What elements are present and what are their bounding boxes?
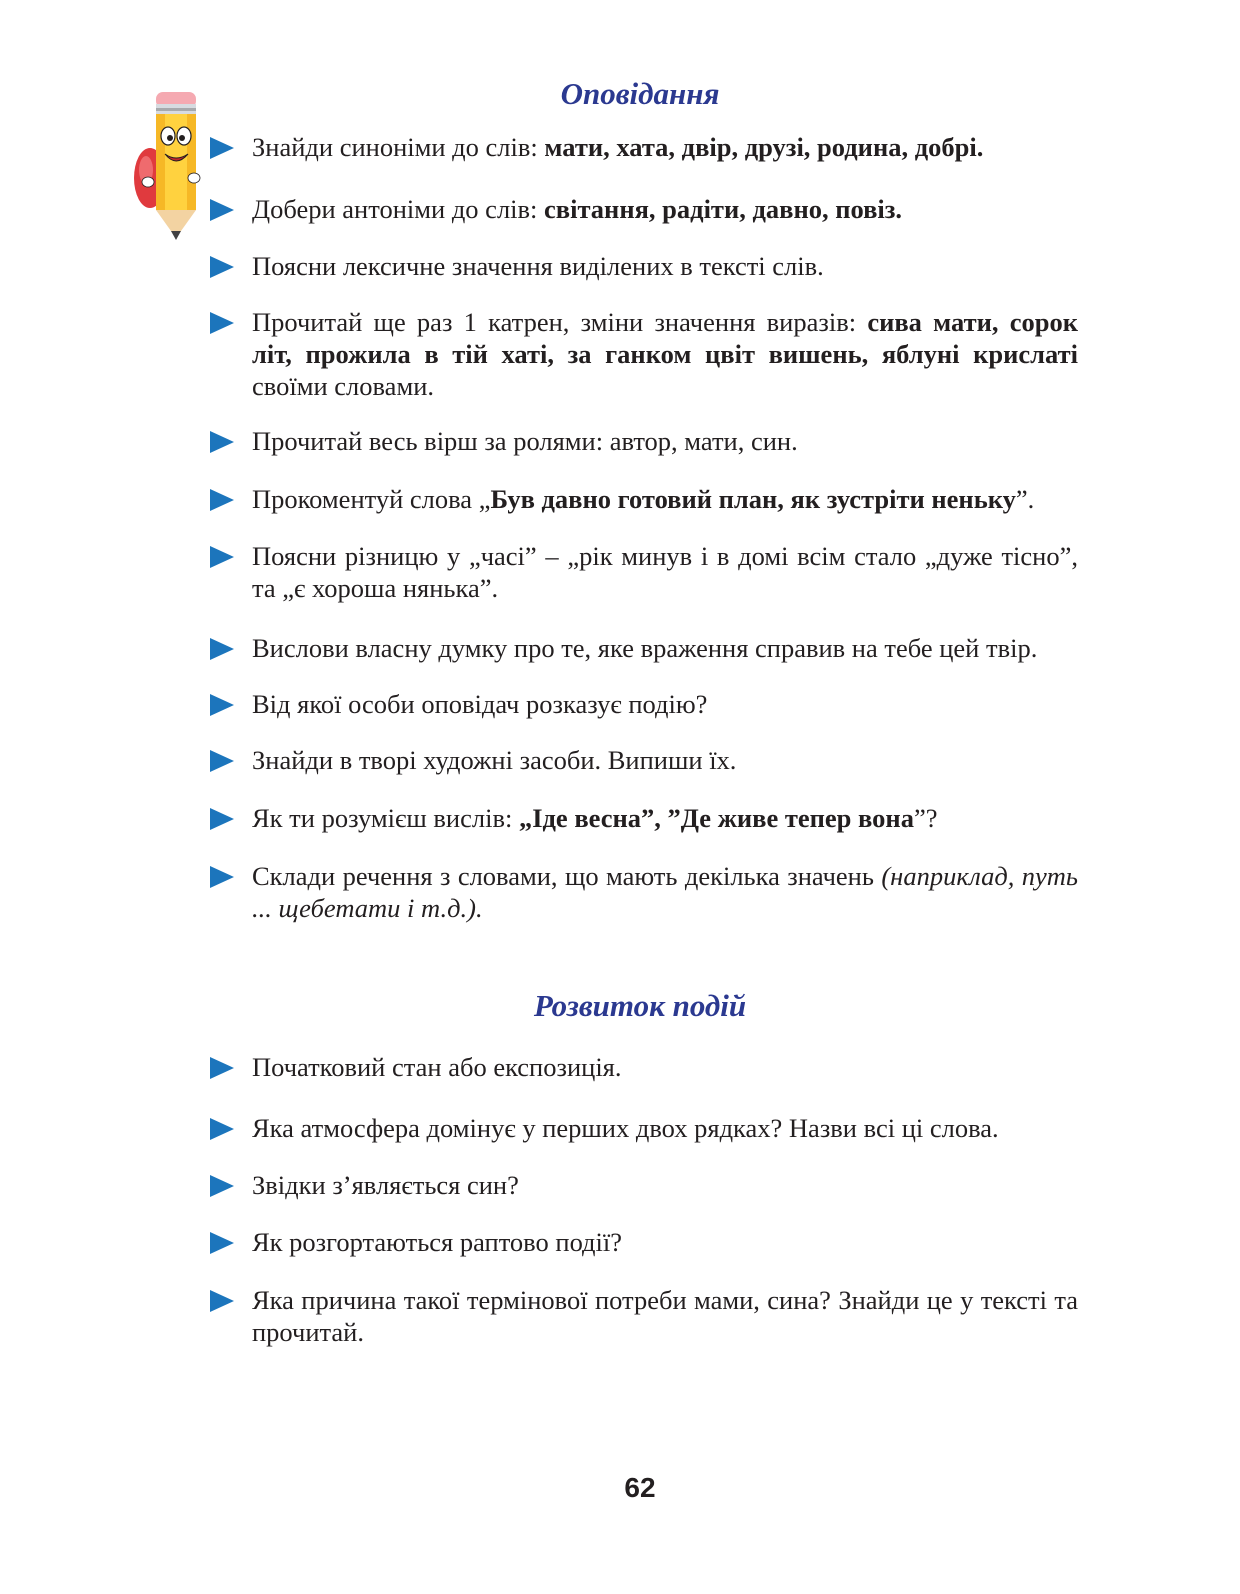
list-item-text: (наприклад, путь ... щебетати і т.д.). <box>252 861 1078 923</box>
triangle-bullet-icon <box>210 199 234 221</box>
list-item-text: Звідки з’являється син? <box>252 1170 519 1200</box>
list-item-text: мати, хата, двір, друзі, родина, добрі. <box>544 132 984 162</box>
triangle-bullet-icon <box>210 1175 234 1197</box>
list-item <box>252 425 1078 457</box>
list-item <box>252 131 1078 163</box>
list-item-text: світання, радіти, давно, повіз. <box>544 194 903 224</box>
list-item-text: Був давно готовий план, як зустріти неньку <box>490 484 1016 514</box>
list-item-text: Яка атмосфера домінує у перших двох рядках? Назви всі ці слова. <box>252 1113 999 1143</box>
list-item-text: Як ти розумієш вислів: <box>252 803 519 833</box>
list-item-text: Прочитай весь вірш за ролями: автор, мати, син. <box>252 426 798 456</box>
list-item-text: ”. <box>1015 484 1035 514</box>
list-item-text: ”? <box>913 803 938 833</box>
list-item <box>252 860 1078 924</box>
list-item <box>252 193 1078 225</box>
list-item-text: Початковий стан або експозиція. <box>252 1052 622 1082</box>
triangle-bullet-icon <box>210 1118 234 1140</box>
page-number: 62 <box>624 1472 656 1503</box>
list-item <box>252 632 1078 664</box>
triangle-bullet-icon <box>210 256 234 278</box>
list-item <box>252 483 1078 515</box>
list-item <box>252 802 1078 834</box>
list-item <box>252 306 1078 402</box>
triangle-bullet-icon <box>210 694 234 716</box>
list-item <box>252 250 1078 282</box>
triangle-bullet-icon <box>210 638 234 660</box>
list-item-text: своїми словами. <box>252 371 435 401</box>
list-item <box>252 744 1078 776</box>
triangle-bullet-icon <box>210 546 234 568</box>
triangle-bullet-icon <box>210 750 234 772</box>
list-item-text: Знайди синоніми до слів: <box>252 132 545 162</box>
list-item-text: Поясни лексичне значення виділених в тексті слів. <box>252 251 824 281</box>
list-item <box>252 1226 1078 1258</box>
triangle-bullet-icon <box>210 431 234 453</box>
list-item <box>252 1051 1078 1083</box>
list-item-text: сива мати, сорок літ, прожила в тій хаті, за ганком цвіт вишень, яблуні крислаті <box>252 307 1078 369</box>
triangle-bullet-icon <box>210 137 234 159</box>
list-item-text: Яка причина такої термінової потреби мами, сина? Знайди це у тексті та прочитай. <box>252 1285 1078 1347</box>
list-item <box>252 1284 1078 1348</box>
list-item <box>252 1169 1078 1201</box>
list-item-text: Вислови власну думку про те, яке враження справив на тебе цей твір. <box>252 633 1038 663</box>
triangle-bullet-icon <box>210 866 234 888</box>
triangle-bullet-icon <box>210 808 234 830</box>
triangle-bullet-icon <box>210 1232 234 1254</box>
list-item <box>252 540 1078 604</box>
triangle-bullet-icon <box>210 489 234 511</box>
triangle-bullet-icon <box>210 1290 234 1312</box>
list-item-text: Як розгортаються раптово події? <box>252 1227 623 1257</box>
list-item-text: Прочитай ще раз 1 катрен, зміни значення виразів: <box>252 307 868 337</box>
list-item <box>252 688 1078 720</box>
list-item-text: Добери антоніми до слів: <box>252 194 545 224</box>
triangle-bullet-icon <box>210 1057 234 1079</box>
list-item-text: Прокоментуй слова „ <box>252 484 491 514</box>
section-title: Розвиток подій <box>533 988 747 1023</box>
section-title: Оповідання <box>560 76 720 111</box>
list-item-text: Склади речення з словами, що мають декілька значень <box>252 861 882 891</box>
list-item-text: Від якої особи оповідач розказує подію? <box>252 689 708 719</box>
list-item-text: „Іде весна”, ”Де живе тепер вона <box>518 803 914 833</box>
list-item-text: Поясни різницю у „часі” – „рік минув і в домі всім стало „дуже тісно”, та „є хороша нянька”. <box>252 541 1078 603</box>
list-item-text: Знайди в творі художні засоби. Випиши їх. <box>252 745 737 775</box>
triangle-bullet-icon <box>210 312 234 334</box>
list-item <box>252 1112 1078 1144</box>
